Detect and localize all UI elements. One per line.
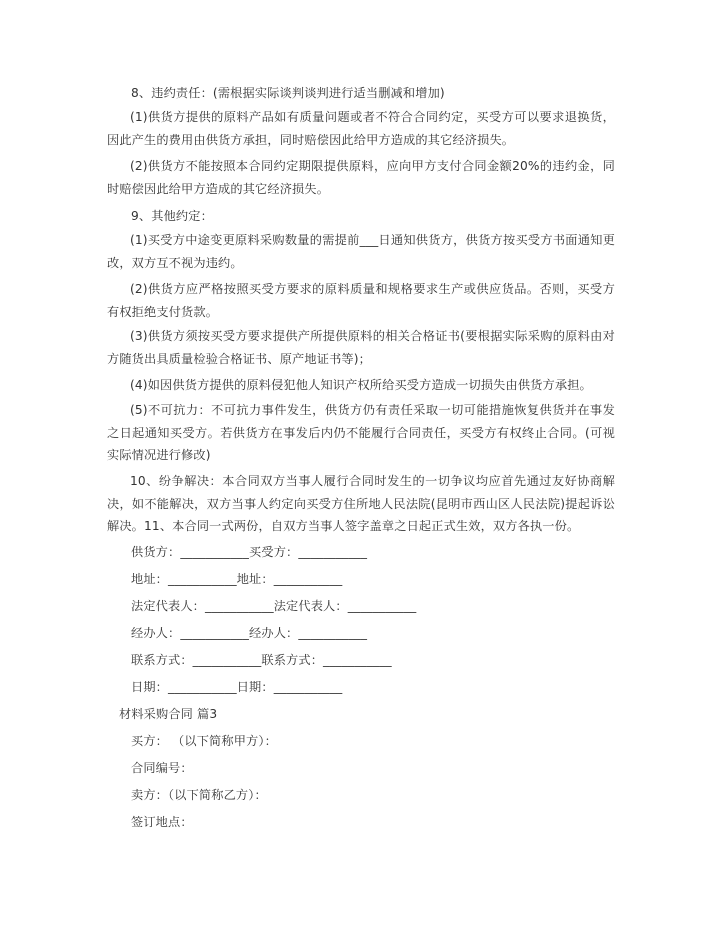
section-9-heading: 9、其他约定： [131,209,213,223]
signature-contact: 联系方式：___________联系方式：___________ [131,653,392,667]
section-9-item-5: (5)不可抗力：不可抗力事件发生，供货方仍有责任采取一切可能措施恢复供货并在事发之日起通知买受方。若供货方在事发后内仍不能履行合同责任，买受方有权终止合同。(可视实际情况进行修改) [107,403,615,463]
signature-agent: 经办人：___________经办人：___________ [131,626,368,640]
contract-3-seller: 卖方：（以下简称乙方）： [131,788,267,802]
signature-date: 日期：___________日期：___________ [131,680,343,694]
contract-3-sign-place: 签订地点： [131,815,193,829]
section-8-item-1: (1)供货方提供的原料产品如有质量问题或者不符合合同约定，买受方可以要求退换货，因此产生的费用由供货方承担，同时赔偿因此给甲方造成的其它经济损失。 [107,110,615,147]
signature-legal-rep: 法定代表人：___________法定代表人：___________ [131,599,417,613]
section-8-heading: 8、违约责任：(需根据实际谈判谈判进行适当删减和增加) [131,86,445,100]
contract-3-number: 合同编号： [131,761,193,775]
section-9-item-3: (3)供货方须按买受方要求提供产所提供原料的相关合格证书(要根据实际采购的原料由对方随货出具质量检验合格证书、原产地证书等)； [107,329,615,366]
section-9-item-2: (2)供货方应严格按照买受方要求的原料质量和规格要求生产或供应货品。否则，买受方有权拒绝支付货款。 [107,282,615,319]
contract-3-buyer: 买方： （以下简称甲方）： [131,734,277,748]
signature-supplier-buyer: 供货方：___________买受方：___________ [131,545,368,559]
section-10-paragraph: 10、纷争解决：本合同双方当事人履行合同时发生的一切争议均应首先通过友好协商解决，如不能解决，双方当事人约定向买受方住所地人民法院(昆明市西山区人民法院)提起诉讼解决。11、本合同一式两份，自双方当事人签字盖章之日起正式生效，双方各执一份。 [107,474,615,534]
section-8-item-2: (2)供货方不能按照本合同约定期限提供原料，应向甲方支付合同金额20%的违约金，同时赔偿因此给甲方造成的其它经济损失。 [107,159,615,196]
signature-address: 地址：___________地址：___________ [131,572,343,586]
section-9-item-4: (4)如因供货方提供的原料侵犯他人知识产权所给买受方造成一切损失由供货方承担。 [130,378,592,392]
section-9-item-1: (1)买受方中途变更原料采购数量的需提前___日通知供货方，供货方按买受方书面通知更改，双方互不视为违约。 [107,233,615,270]
contract-3-title: 材料采购合同 篇3 [119,707,218,721]
